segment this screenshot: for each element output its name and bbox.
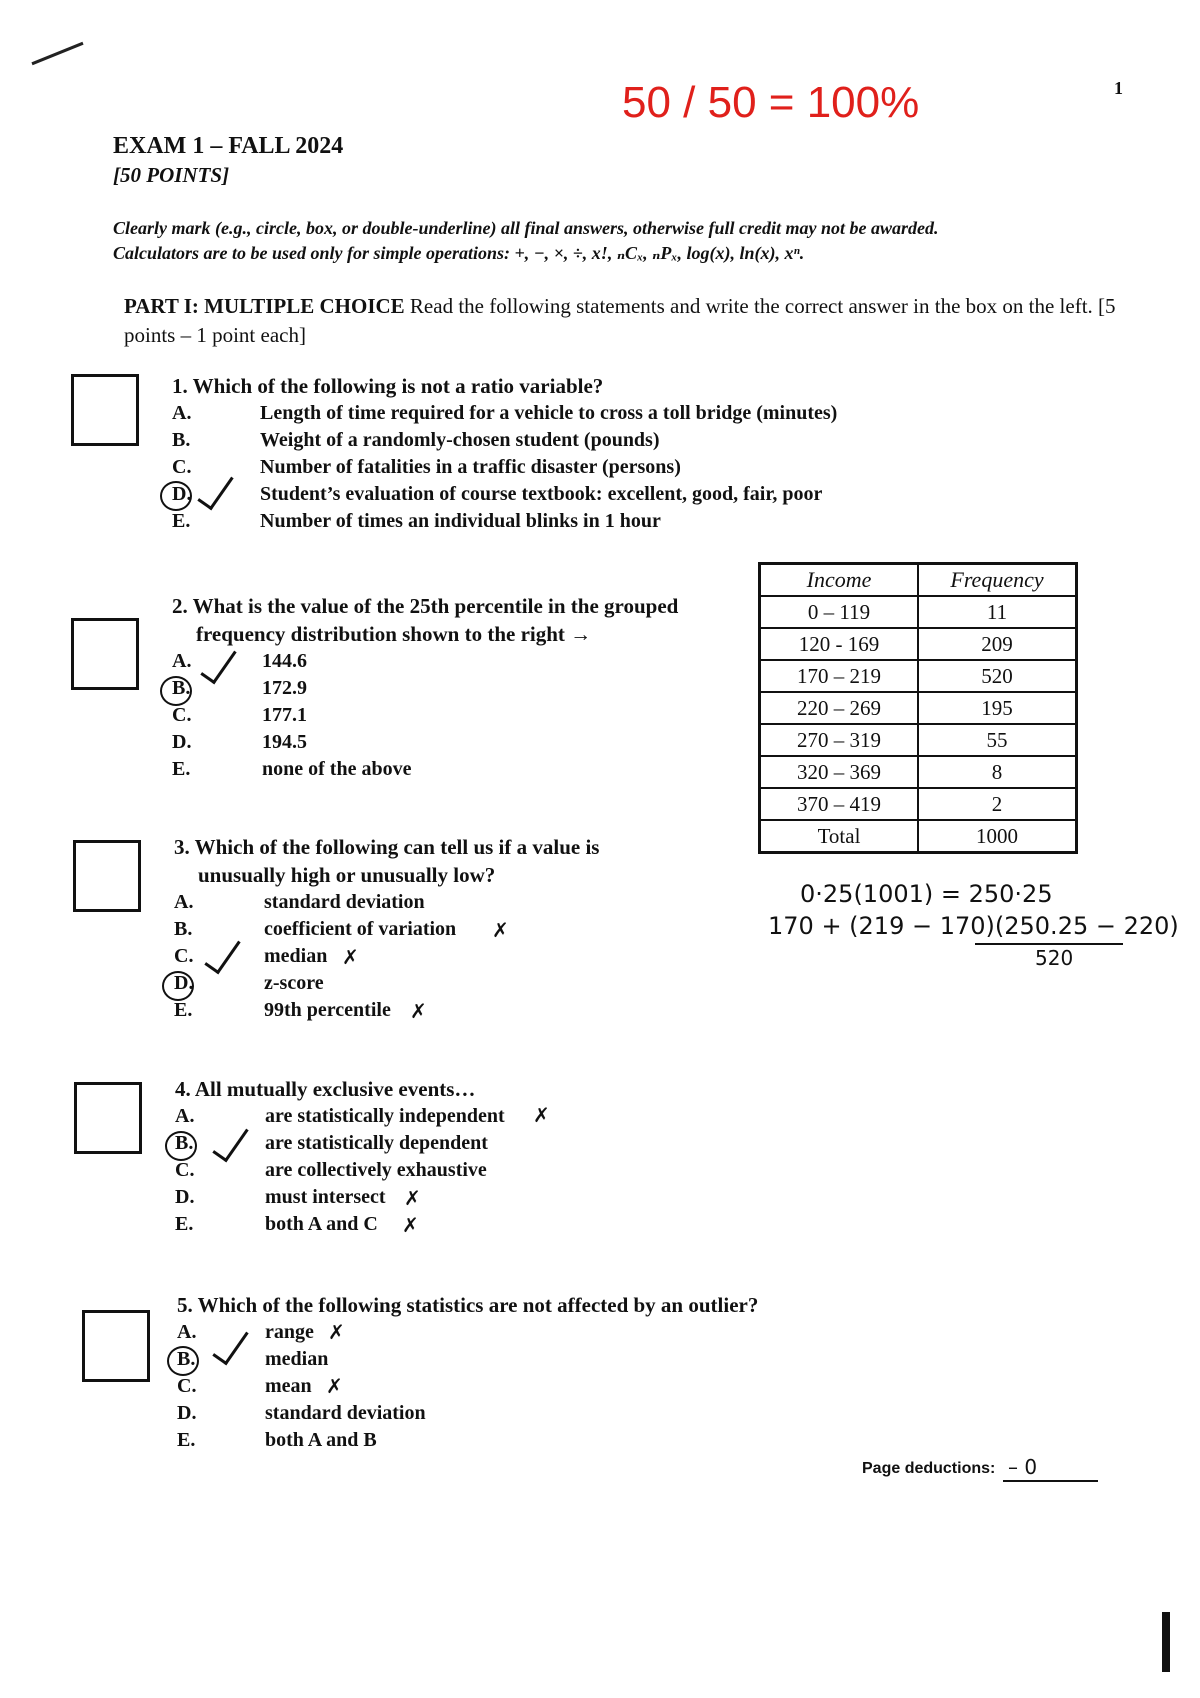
total-value: 1000	[918, 820, 1077, 853]
option-letter: D.	[175, 1186, 195, 1208]
table-row	[760, 756, 1077, 788]
option-letter: E.	[172, 758, 191, 780]
handwritten-denominator: 520	[1035, 946, 1074, 970]
option-text: 99th percentile	[264, 999, 391, 1021]
part1-text: Read the following statements and write the correct answer in the box on the left. [5 points – 1 point each]	[124, 294, 1116, 347]
score-annotation: 50 / 50 = 100%	[622, 78, 920, 127]
cross-mark-icon: ✗	[402, 1213, 419, 1237]
option-text: both A and C	[265, 1213, 378, 1235]
option-text: Number of fatalities in a traffic disaster (persons)	[260, 456, 681, 478]
option-text: coefficient of variation	[264, 918, 457, 940]
page-number: 1	[1114, 78, 1123, 98]
income-cell: 220 – 269	[760, 692, 919, 724]
option-letter: B.	[175, 1132, 194, 1154]
table-row	[760, 596, 1077, 628]
option-text: 144.6	[262, 650, 307, 672]
frequency-cell: 209	[918, 628, 1077, 660]
option-text: 194.5	[262, 731, 307, 753]
option-letter: A.	[175, 1105, 195, 1127]
table-total-row	[760, 820, 1077, 853]
option-letter: A.	[174, 891, 194, 913]
option-letter: B.	[177, 1348, 196, 1370]
pen-mark	[31, 42, 83, 65]
table-row	[760, 788, 1077, 820]
option-text: median	[264, 945, 328, 967]
frequency-cell: 2	[918, 788, 1077, 820]
cross-mark-icon: ✗	[342, 945, 359, 969]
answer-box-q1[interactable]	[71, 374, 139, 446]
instruction-line-2: Calculators are to be used only for simple operations: +, −, ×, ÷, x!, ₙCₓ, ₙPₓ, log(x), ln(x), xⁿ.	[113, 243, 805, 263]
income-cell: 170 – 219	[760, 660, 919, 692]
answer-box-q2[interactable]	[71, 618, 139, 690]
option-letter: E.	[172, 510, 191, 532]
deductions-underline	[1003, 1480, 1098, 1482]
handwritten-work-line-2: 170 + (219 − 170)(250.25 − 220)	[768, 912, 1179, 940]
option-letter: A.	[172, 650, 192, 672]
option-text: are statistically independent	[265, 1105, 505, 1127]
option-letter: D.	[177, 1402, 197, 1424]
answer-box-q5[interactable]	[82, 1310, 150, 1382]
cross-mark-icon: ✗	[328, 1320, 345, 1344]
column-header-frequency: Frequency	[918, 564, 1077, 597]
option-text: median	[265, 1348, 329, 1370]
exam-title: EXAM 1 – FALL 2024	[113, 133, 344, 159]
page-deductions-value: – 0	[1008, 1455, 1038, 1479]
answer-circle-q3	[162, 971, 194, 1001]
frequency-cell: 520	[918, 660, 1077, 692]
option-text: range	[265, 1321, 314, 1343]
question-3-continued: unusually high or unusually low?	[198, 863, 496, 887]
option-letter: E.	[177, 1429, 196, 1451]
answer-circle-q5	[167, 1346, 199, 1376]
option-letter: D.	[172, 483, 192, 505]
question-2: 2. What is the value of the 25th percentile in the grouped	[172, 594, 679, 618]
cross-mark-icon: ✗	[404, 1186, 421, 1210]
answer-box-q4[interactable]	[74, 1082, 142, 1154]
page-deductions	[862, 1460, 995, 1478]
option-text: z-score	[264, 972, 324, 994]
frequency-table	[758, 562, 1078, 854]
option-text: Student’s evaluation of course textbook: excellent, good, fair, poor	[260, 483, 823, 505]
frequency-cell: 55	[918, 724, 1077, 756]
option-letter: B.	[172, 677, 191, 699]
option-letter: C.	[175, 1159, 195, 1181]
frequency-cell: 11	[918, 596, 1077, 628]
table-row	[760, 724, 1077, 756]
income-cell: 370 – 419	[760, 788, 919, 820]
table-header-row	[760, 564, 1077, 597]
option-text: 172.9	[262, 677, 307, 699]
frequency-cell: 195	[918, 692, 1077, 724]
question-2-continued: frequency distribution shown to the right →	[196, 622, 592, 646]
option-letter: A.	[177, 1321, 197, 1343]
total-label: Total	[760, 820, 919, 853]
question-3: 3. Which of the following can tell us if a value is	[174, 835, 600, 859]
income-cell: 270 – 319	[760, 724, 919, 756]
cross-mark-icon: ✗	[326, 1374, 343, 1398]
option-text: standard deviation	[264, 891, 425, 913]
cross-mark-icon: ✗	[533, 1103, 550, 1127]
option-text: none of the above	[262, 758, 412, 780]
option-text: both A and B	[265, 1429, 377, 1451]
income-cell: 320 – 369	[760, 756, 919, 788]
handwritten-work-line-1: 0·25(1001) = 250·25	[800, 880, 1053, 908]
option-letter: D.	[172, 731, 192, 753]
page-deductions-label: Page deductions:	[862, 1460, 996, 1477]
table-row	[760, 692, 1077, 724]
answer-circle-q4	[165, 1131, 197, 1161]
column-header-income: Income	[760, 564, 919, 597]
cross-mark-icon: ✗	[410, 999, 427, 1023]
check-mark-icon	[212, 1121, 248, 1163]
frequency-cell: 8	[918, 756, 1077, 788]
check-mark-icon	[212, 1324, 248, 1366]
option-letter: D.	[174, 972, 194, 994]
option-text: are collectively exhaustive	[265, 1159, 487, 1181]
option-text: Number of times an individual blinks in 1 hour	[260, 510, 661, 532]
option-letter: B.	[172, 429, 191, 451]
fraction-bar	[975, 943, 1123, 945]
scan-edge-mark	[1162, 1612, 1170, 1672]
option-letter: C.	[174, 945, 194, 967]
question-1: 1. Which of the following is not a ratio variable?	[172, 374, 604, 398]
option-text: Length of time required for a vehicle to cross a toll bridge (minutes)	[260, 402, 838, 424]
instruction-line-1: Clearly mark (e.g., circle, box, or double-underline) all final answers, otherwise full credit may not be awarded.	[113, 218, 939, 238]
answer-box-q3[interactable]	[73, 840, 141, 912]
table-row	[760, 628, 1077, 660]
answer-circle-q2	[160, 676, 192, 706]
answer-circle-q1	[160, 481, 192, 511]
income-cell: 120 - 169	[760, 628, 919, 660]
option-letter: A.	[172, 402, 192, 424]
option-letter: E.	[174, 999, 193, 1021]
option-text: must intersect	[265, 1186, 386, 1208]
option-letter: B.	[174, 918, 193, 940]
option-letter: E.	[175, 1213, 194, 1235]
part1-heading: PART I: MULTIPLE CHOICE	[124, 294, 405, 318]
question-5: 5. Which of the following statistics are not affected by an outlier?	[177, 1293, 759, 1317]
table-row	[760, 660, 1077, 692]
option-text: standard deviation	[265, 1402, 426, 1424]
option-letter: C.	[172, 704, 192, 726]
option-letter: C.	[177, 1375, 197, 1397]
cross-mark-icon: ✗	[492, 918, 509, 942]
option-letter: C.	[172, 456, 192, 478]
option-text: Weight of a randomly-chosen student (pounds)	[260, 429, 660, 451]
option-text: 177.1	[262, 704, 307, 726]
exam-points: [50 POINTS]	[113, 163, 230, 187]
part1-instructions	[124, 292, 1124, 350]
question-4: 4. All mutually exclusive events…	[175, 1077, 476, 1101]
option-text: mean	[265, 1375, 312, 1397]
income-cell: 0 – 119	[760, 596, 919, 628]
option-text: are statistically dependent	[265, 1132, 488, 1154]
